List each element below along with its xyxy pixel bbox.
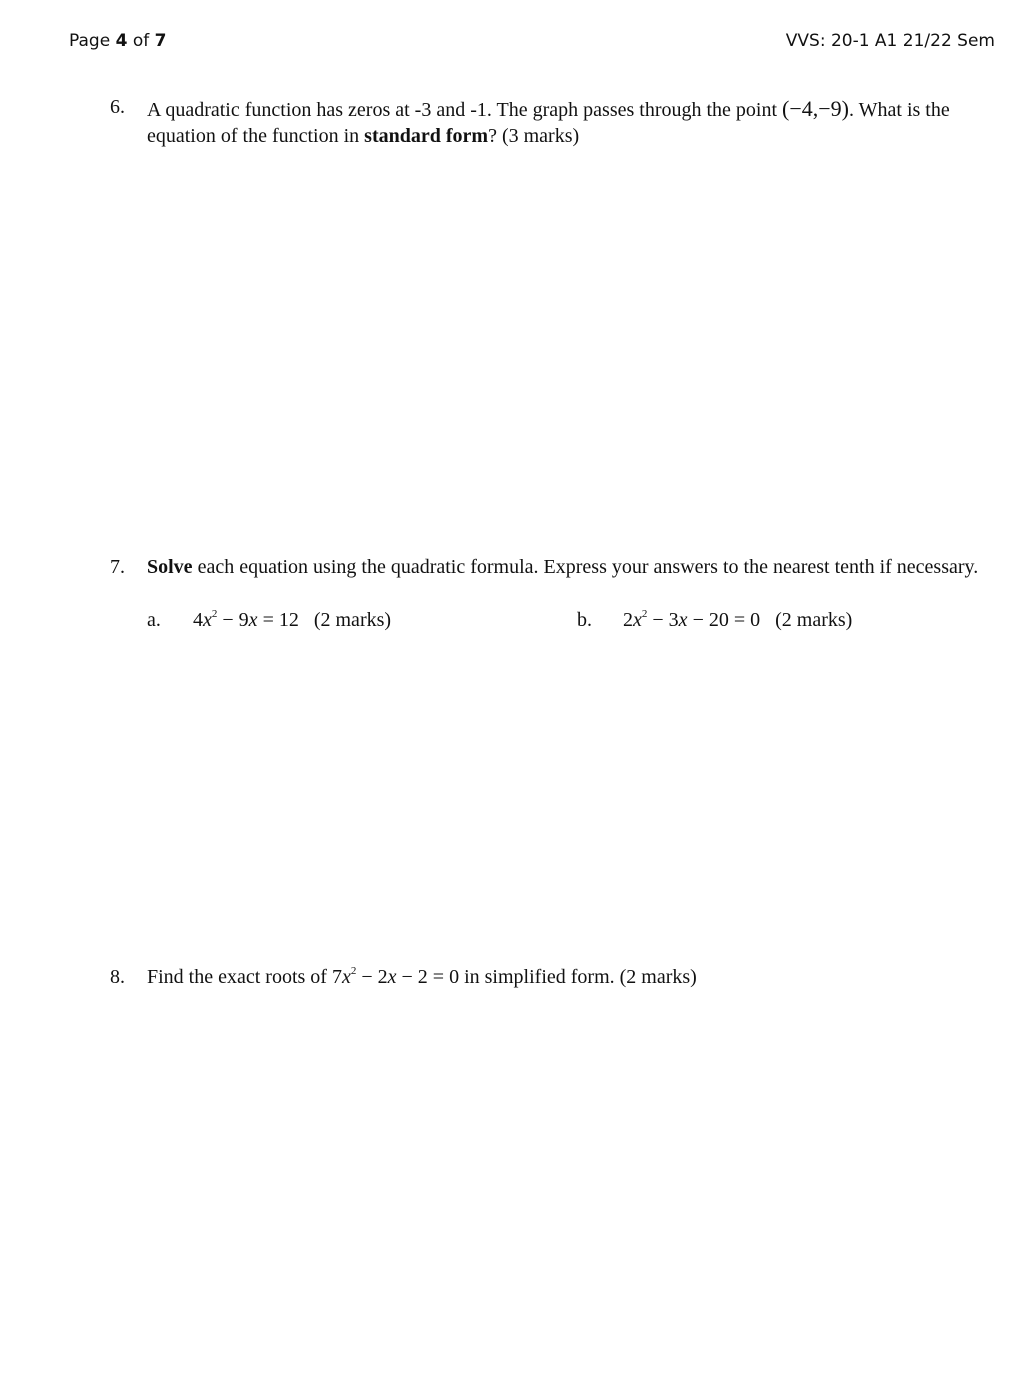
page-prefix: Page [69,31,111,51]
eq-coef: 2 [623,609,633,631]
q7-text: each equation using the quadratic formula. Express your answers to the nearest tenth if necessary. [192,556,979,578]
q8-text-after: in simplified form. (2 marks) [464,966,697,988]
equation: $4x^2 - 9x = 12$ [193,608,299,631]
question-number: 8. [110,966,125,988]
q6-text-before: A quadratic function has zeros at -3 and -1. The graph passes through the point [147,99,778,121]
q6-point: (−4,−9) [782,96,849,121]
eq-rest: − 2 [356,966,388,988]
equation: $2x^2 - 3x - 20 = 0$ [623,608,761,631]
page-of: of [132,31,150,51]
eq-rhs: − 2 = 0 [396,966,460,988]
question-text [147,95,1000,149]
sub-letter: b. [577,609,592,631]
q8-text-before: Find the exact roots of [147,966,327,988]
question-number: 6. [110,96,125,118]
equation: $7x^2 - 2x - 2 = 0$ [331,965,460,988]
question-7b [577,609,852,632]
page-header [0,31,1033,57]
marks: (2 marks) [313,609,392,631]
eq-rhs: = 12 [257,609,299,631]
q6-bold: standard form [364,124,489,147]
q6-text-after: ? (3 marks) [488,124,580,147]
page-current: 4 [115,31,128,51]
eq-coef: 7 [331,966,342,988]
eq-rhs: − 20 = 0 [687,609,761,631]
question-text [147,555,1000,579]
q6-text-mid: . What is the equation of the function in [147,99,950,147]
course-code: VVS: 20-1 A1 21/22 Sem [785,31,995,51]
question-number: 7. [110,556,125,578]
marks: (2 marks) [775,609,853,631]
page-number [69,31,166,51]
sub-letter: a. [147,609,161,631]
question-8 [110,965,1000,991]
question-6 [110,95,1000,149]
question-7a [147,609,391,632]
eq-coef: 4 [193,609,203,631]
eq-rest: − 3 [647,609,679,631]
question-text [147,965,1000,991]
eq-rest: − 9 [217,609,249,631]
page-total: 7 [154,31,167,51]
question-7 [110,555,1000,579]
q7-bold: Solve [147,556,193,578]
